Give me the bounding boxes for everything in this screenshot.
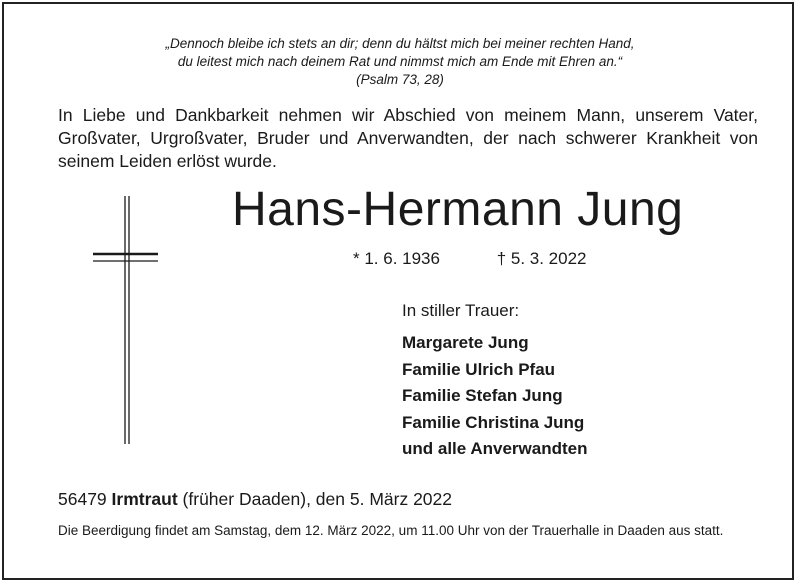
bible-verse <box>0 35 800 89</box>
intro-text: In Liebe und Dankbarkeit nehmen wir Abschied von meinem Mann, unserem Vater, Großvater, Urgroßvater, Bruder und Anverwandten, der nach schwerer Krankheit von seinem Leiden erlöst wurde. <box>58 105 758 171</box>
verse-line-1: „Dennoch bleibe ich stets an dir; denn du hältst mich bei meiner rechten Hand, <box>165 36 635 51</box>
place-date-rest: (früher Daaden), den 5. März 2022 <box>182 489 453 509</box>
deceased-name: Hans-Hermann Jung <box>232 183 684 236</box>
verse-source: (Psalm 73, 28) <box>356 72 444 87</box>
verse-line-2: du leitest mich nach deinem Rat und nimmst mich am Ende mit Ehren an.“ <box>177 54 623 69</box>
mourners-list <box>402 330 587 463</box>
birth-date: * 1. 6. 1936 <box>353 249 440 268</box>
town-name: Irmtraut <box>111 489 178 509</box>
mourner-name: Familie Stefan Jung <box>402 386 563 405</box>
mourner-name: Familie Ulrich Pfau <box>402 359 556 379</box>
postal-code: 56479 <box>58 489 107 509</box>
mourner-name: Margarete Jung <box>402 333 529 352</box>
place-date-line <box>58 488 452 510</box>
mourner-name: und alle Anverwandten <box>402 439 588 458</box>
cross-icon <box>90 196 170 446</box>
mourning-heading: In stiller Trauer: <box>402 301 520 320</box>
life-dates <box>353 248 587 270</box>
death-date: † 5. 3. 2022 <box>496 249 587 268</box>
mourner-name: Familie Christina Jung <box>402 412 585 432</box>
funeral-info: Die Beerdigung findet am Samstag, dem 12. März 2022, um 11.00 Uhr von der Trauerhalle in Daaden aus statt. <box>58 523 724 538</box>
